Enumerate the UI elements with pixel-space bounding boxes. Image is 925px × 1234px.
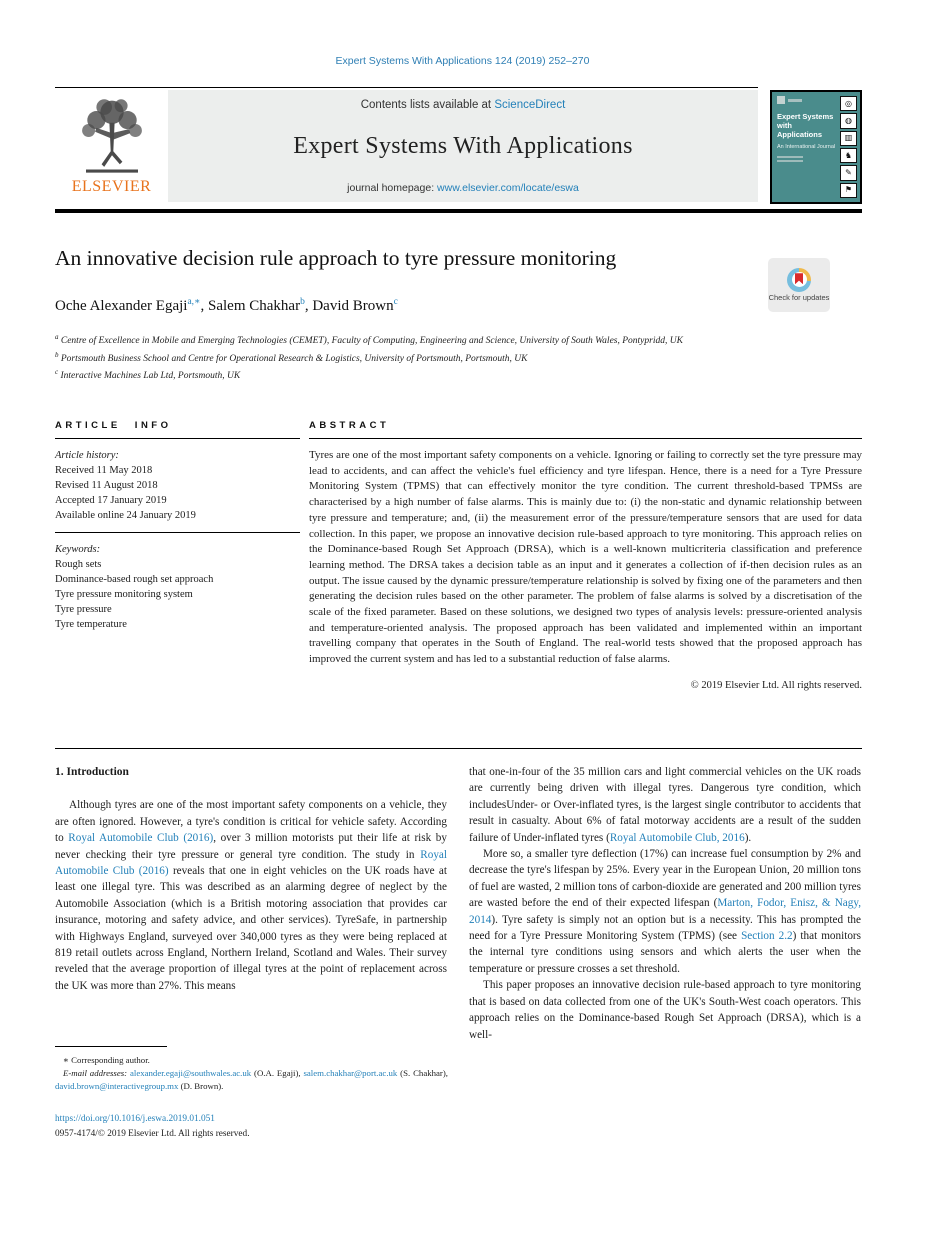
history-received: Received 11 May 2018 xyxy=(55,465,153,476)
paragraph xyxy=(469,977,861,1043)
ref-marton-2014[interactable]: Marton, Fodor, Enisz, & Nagy, 2014 xyxy=(469,897,861,926)
homepage-line xyxy=(347,182,579,194)
email-chakhar[interactable]: salem.chakhar@port.ac.uk xyxy=(303,1067,398,1078)
affiliation-b-mark: b xyxy=(55,350,59,359)
affiliation-b xyxy=(55,349,862,367)
keywords-label: Keywords: xyxy=(55,544,101,555)
body-left-column xyxy=(55,764,447,1043)
abstract-column xyxy=(309,420,862,691)
author-chakhar-affil-mark: b xyxy=(300,297,305,307)
text-segment: (O.A. Egaji), xyxy=(251,1067,304,1078)
issn-copyright-line: 0957-4174/© 2019 Elsevier Ltd. All rights reserved. xyxy=(55,1128,250,1139)
homepage-prefix: journal homepage: xyxy=(347,182,438,194)
history-online: Available online 24 January 2019 xyxy=(55,510,196,521)
doi-link[interactable]: https://doi.org/10.1016/j.eswa.2019.01.051 xyxy=(55,1114,215,1124)
ref-section-2-2[interactable]: Section 2.2 xyxy=(741,930,793,943)
text-segment: E-mail addresses: xyxy=(63,1067,130,1078)
body-right-column xyxy=(469,764,861,1043)
affiliation-a-mark: a xyxy=(55,333,59,341)
article-info-heading: ARTICLE INFO xyxy=(55,420,172,431)
affiliation-c-mark: c xyxy=(55,368,59,377)
telescope-icon: ◎ xyxy=(840,96,857,111)
abstract-text: Tyres are one of the most important safety components on a vehicle. Ignoring or failing to correctly set the tyre pressure may lead to accidents, and can affect the vehicle's fuel efficiency and tyre lifespan. Hence, there is a need for a Tyre Pressure Monitoring System (TPMS) that can effectively monitor the tyre condition. The current threshold-based TPMSs are characterised by a high number of false alarms. This is mainly due to: (i) the non-static and dynamic relationship between tyre pressure and temperature; and, (ii) the measurement error of the pressure/temperature sensors that are used for data collection. In this paper, we propose an innovative decision rule-based approach to tyre monitoring. This approach relies on the Dominance-based Rough Set Approach (DRSA), which is a well-known multicriteria classification and preference learning method. The DRSA takes a decision table as an input and it generates a collection of if-then decision rules as an output. The issue caused by the dynamic pressure/temperature relationship is solved by fixing one of the parameters and then generating the decision rules based on the other parameter. The problem of false alarms is solved by a discretisation of the scale of the fixed parameter. Based on these solutions, we designed two types of analysis levels: pressure-oriented analysis and temperature-oriented analysis. The proposed approach has been validated and implemented within an important travelling company that operates in the South of England. The real-world tests showed that the proposed approach has improved the current system and has led to a substantial reduction of false alarms. xyxy=(309,449,862,666)
bar-chart-icon: ▥ xyxy=(840,131,857,146)
article-info-rule xyxy=(55,438,300,439)
text-segment: reveals that one in eight vehicles on the UK roads have at least one illegal tyre. This was described as an alarming degree of neglect by the Automobile Association (which is a British motoring association that provides car insurance, motoring and safety advice, and other services). TyreSafe, in partnership with Highways England, surveyed over 340,000 tyres as they were being replaced at 819 retail outlets across England, Northern Ireland, Scotland and Wales. Their survey reveled that the average proportion of illegal tyres at the point of replacement across the UK was more than 27%. This means xyxy=(55,865,448,992)
text-segment: , over 3 million motorists put their life at risk by never checking their tyre pressure or general tyre condition. The study in xyxy=(55,832,447,861)
elsevier-tree-icon xyxy=(73,94,151,180)
paragraph xyxy=(469,846,861,977)
keyword-item: Rough sets xyxy=(55,559,102,570)
ref-royal-automobile-club-2016[interactable]: Royal Automobile Club (2016) xyxy=(68,832,214,845)
section-heading-introduction: 1. Introduction xyxy=(55,766,129,778)
text-segment: ) that monitors the internal tyre conditions using sensors and which alerts the user when the temperature or pressure crosses a set threshold. xyxy=(469,930,861,975)
paragraph xyxy=(55,797,447,994)
header-divider xyxy=(55,87,758,88)
text-segment: This paper proposes an innovative decision rule-based approach to tyre monitoring that is based on data collected from one of the UK's South-West coach operators. This approach relies on the Dominance-based Rough Set Approach (DRSA), which is a well- xyxy=(469,979,861,1041)
history-revised: Revised 11 August 2018 xyxy=(55,480,158,491)
cover-icon-strip xyxy=(840,96,857,198)
affiliation-c-text: Interactive Machines Lab Ltd, Portsmouth, UK xyxy=(60,371,241,382)
cover-editor-lines xyxy=(777,156,837,162)
footer-identifiers xyxy=(55,1112,250,1141)
email-egaji[interactable]: alexander.egaji@southwales.ac.uk xyxy=(129,1067,252,1078)
abstract-bottom-divider xyxy=(55,748,862,749)
article-body xyxy=(55,764,862,1043)
chess-knight-icon: ♞ xyxy=(840,148,857,163)
disc-icon: ◍ xyxy=(840,113,857,128)
corresponding-author-note: ∗ Corresponding author. xyxy=(63,1055,150,1065)
author-brown: , David Brown xyxy=(304,298,394,314)
keyword-item: Dominance-based rough set approach xyxy=(55,574,214,585)
author-line xyxy=(55,296,755,315)
author-chakhar: , Salem Chakhar xyxy=(200,298,301,314)
text-segment: ). xyxy=(744,831,752,844)
history-label: Article history: xyxy=(55,450,119,461)
article-title: An innovative decision rule approach to tyre pressure monitoring xyxy=(55,246,617,270)
crossmark-icon xyxy=(787,268,811,292)
keyword-item: Tyre pressure xyxy=(55,604,112,615)
history-accepted: Accepted 17 January 2019 xyxy=(55,495,167,506)
contents-line xyxy=(361,99,566,111)
abstract-heading: ABSTRACT xyxy=(309,420,390,431)
homepage-url-link[interactable]: www.elsevier.com/locate/eswa xyxy=(437,182,579,194)
ref-royal-automobile-club-2016[interactable]: Royal Automobile Club, 2016 xyxy=(609,831,745,844)
text-segment: (S. Chakhar), xyxy=(397,1067,448,1078)
contents-prefix: Contents lists available at xyxy=(360,99,495,111)
banner-center-panel xyxy=(168,90,758,202)
affiliations xyxy=(55,331,862,384)
text-segment: ). Tyre safety is simply not an option but is a necessity. This has prompted the need for a Tyre Pressure Monitoring System (TPMS) (see xyxy=(469,913,861,943)
ref-royal-automobile-club-2016[interactable]: Royal Automobile Club (2016) xyxy=(55,848,447,878)
running-head-citation: Expert Systems With Applications 124 (2019) 252–270 xyxy=(335,55,590,67)
flag-icon: ⚑ xyxy=(840,183,857,198)
elsevier-logo[interactable] xyxy=(55,90,168,202)
text-segment: that one-in-four of the 35 million cars and light commercial vehicles on the UK roads are currently being driven with illegal tyres. Dangerous tyre condition, which includesUnder- or Over-inflated tyres, is the largest single contributor to accidents that result in casualty. About 6% of fatal motorway accidents are a result of the sudden failure of Under-inflated tyres ( xyxy=(469,766,861,844)
footnote-rule xyxy=(55,1046,167,1047)
article-info-column xyxy=(55,420,300,691)
cover-publisher-mark xyxy=(777,96,837,104)
sciencedirect-link[interactable]: ScienceDirect xyxy=(494,99,566,111)
keyword-item: Tyre temperature xyxy=(55,619,127,630)
text-segment: More so, a smaller tyre deflection (17%) can increase fuel consumption by 2% and decrease the tyre's lifespan by 25%. Every year in the European Union, 20 million tons of fuel are wasted, 2 million tons of carbon-dioxide are generated and 200 million tyres are wasted before the end of their expected lifespan ( xyxy=(469,848,861,910)
author-brown-affil-mark: c xyxy=(393,297,398,307)
text-segment: Although tyres are one of the most important safety components on a vehicle, they are often ignored. However, a tyre's condition is critical for vehicle safety. According to xyxy=(55,799,447,845)
info-abstract-section xyxy=(55,420,862,691)
keyword-item: Tyre pressure monitoring system xyxy=(55,589,193,600)
author-egaji: Oche Alexander Egaji xyxy=(55,298,188,314)
journal-title: Expert Systems With Applications xyxy=(293,133,633,159)
affiliation-a xyxy=(55,331,862,349)
email-addresses-note xyxy=(55,1067,448,1093)
author-egaji-affil-mark: a,∗ xyxy=(187,297,201,307)
elsevier-wordmark: ELSEVIER xyxy=(71,178,152,195)
affiliation-a-text: Centre of Excellence in Mobile and Emerging Technologies (CEMET), Faculty of Computing, Engineering and Science, University of South Wales, Pontypridd, UK xyxy=(60,336,683,347)
cover-title: Expert Systems with Applications xyxy=(777,112,834,139)
email-brown[interactable]: david.brown@interactivegroup.mx xyxy=(55,1080,179,1091)
affiliation-c xyxy=(55,366,862,384)
abstract-rule xyxy=(309,438,862,439)
check-for-updates-badge[interactable] xyxy=(768,258,830,312)
cover-subtitle: An International Journal xyxy=(777,144,836,150)
banner-bottom-bar xyxy=(55,209,862,213)
journal-banner xyxy=(55,90,862,202)
cover-text-area xyxy=(777,96,837,198)
affiliation-b-text: Portsmouth Business School and Centre for Operational Research & Logistics, University of Portsmouth, Portsmouth, UK xyxy=(60,353,528,364)
journal-cover-thumbnail[interactable] xyxy=(770,90,862,204)
footnote-block xyxy=(55,1046,448,1092)
paragraph xyxy=(469,764,861,846)
pencil-icon: ✎ xyxy=(840,165,857,180)
keywords-divider xyxy=(55,532,300,533)
badge-label: Check for updates xyxy=(768,292,830,302)
copyright-line: © 2019 Elsevier Ltd. All rights reserved. xyxy=(690,679,862,691)
text-segment: (D. Brown). xyxy=(178,1080,224,1091)
